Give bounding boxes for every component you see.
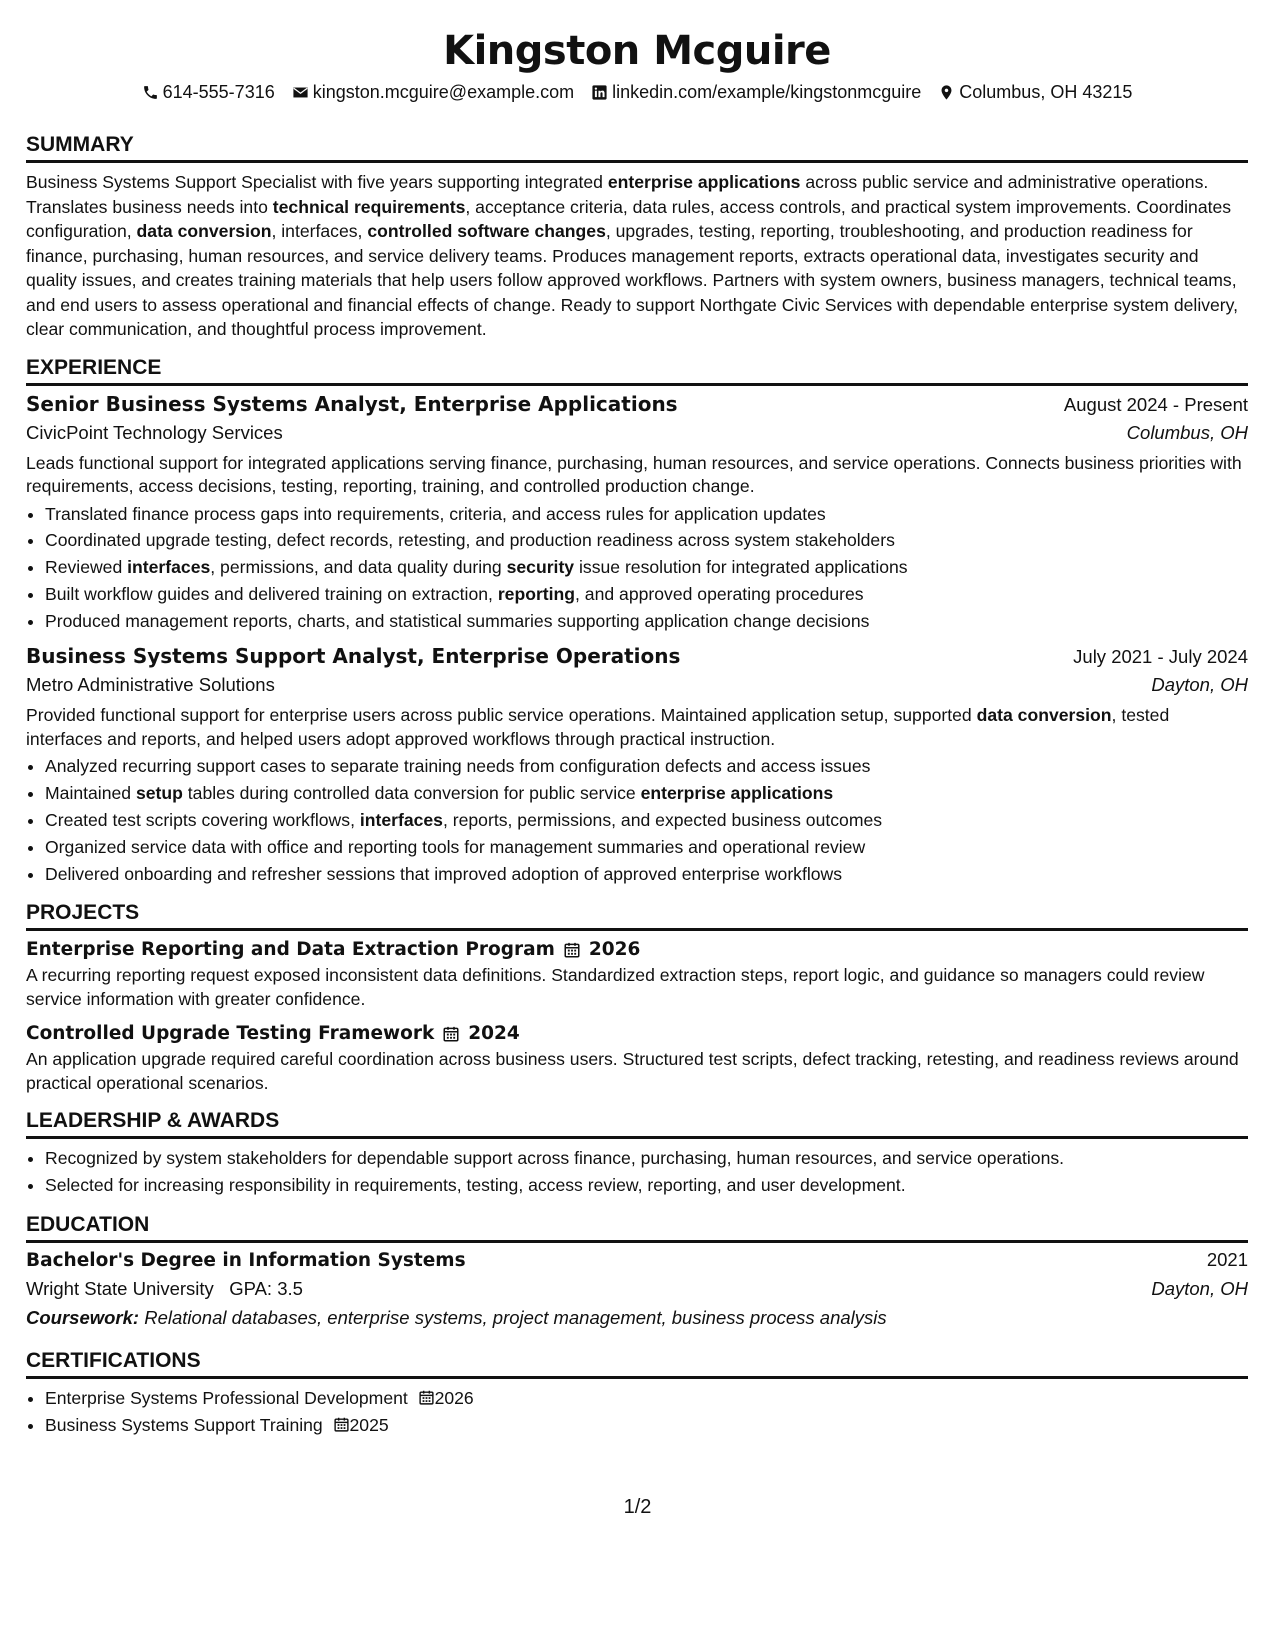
list-item: • Produced management reports, charts, and statistical summaries supporting application change decisions [45,608,1248,635]
list-item [45,1412,1248,1439]
job-dates: July 2021 - July 2024 [1073,646,1248,668]
job-location: Columbus, OH [1126,421,1248,443]
list-item: • Recognized by system stakeholders for dependable support across finance, purchasing, human resources, and service operations. [45,1145,1248,1172]
project-year: 2026 [588,939,641,961]
calendar-icon [442,1025,460,1043]
job-org-row [26,674,1248,696]
email-text[interactable]: kingston.mcguire@example.com [312,82,575,102]
school-name: Wright State University [26,1278,214,1300]
cert-year: 2026 [434,1388,474,1409]
project-description: An application upgrade required careful coordination across business users. Structured test scripts, defect tracking, retesting, and readiness reviews around practical operational scenarios. [26,1049,1239,1093]
section-title-summary: SUMMARY [26,113,1248,163]
project-header [26,939,1248,960]
contact-location [938,82,1132,103]
coursework [26,1307,1248,1329]
section-title-leadership: LEADERSHIP & AWARDS [26,1095,1248,1139]
job-company: Metro Administrative Solutions [26,674,275,696]
coursework-text: Relational databases, enterprise systems, project management, business process analysis [139,1307,887,1329]
section-title-projects: PROJECTS [26,887,1248,931]
phone-text: 614-555-7316 [162,82,275,102]
list-item: • Maintained setup tables during controlled data conversion for public service enterprise applications [45,780,1248,807]
summary-text: Business Systems Support Specialist with five years supporting integrated enterprise applications across public service and administrative operations. Translates business needs into technical requirements, acceptance criteria, data rules, access controls, and practical system improvements. Coordinates configuration, data conversion, interfaces, controlled software changes, upgrades, testing, reporting, troubleshooting, and production readiness for finance, purchasing, human resources, and service delivery teams. Produces management reports, extracts operational data, investigates security and quality issues, and creates training materials that help users follow approved workflows. Partners with system owners, business managers, technical teams, and end users to assess operational and financial effects of change. Ready to support Northgate Civic Services with dependable enterprise system delivery, clear communication, and thoughtful process improvement. [26,172,1239,339]
list-item: • Organized service data with office and reporting tools for management summaries and operational review [45,834,1248,861]
list-item: • Selected for increasing responsibility in requirements, testing, access review, reporting, and user development. [45,1172,1248,1199]
job-title: Senior Business Systems Analyst, Enterprise Applications [26,391,678,416]
list-item: • Reviewed interfaces, permissions, and data quality during security issue resolution for integrated applications [45,554,1248,581]
list-item [45,1385,1248,1412]
cert-year: 2025 [349,1414,389,1435]
project-entry [26,1023,1248,1095]
project-name: Controlled Upgrade Testing Framework [26,1023,435,1045]
list-item: • Delivered onboarding and refresher sessions that improved adoption of approved enterprise workflows [45,861,1248,888]
section-title-certifications: CERTIFICATIONS [26,1329,1248,1379]
leadership-section [26,1095,1248,1199]
calendar-icon [333,1416,350,1433]
job-bullets [26,501,1248,635]
page-number: 1/2 [623,1496,652,1518]
resume-page [26,0,1248,1439]
map-pin-icon [938,84,955,101]
job-location: Dayton, OH [1151,674,1248,696]
gpa: GPA: 3.5 [229,1278,303,1300]
list-item: • Translated finance process gaps into requirements, criteria, and access rules for application updates [45,501,1248,528]
job-entry [26,392,1248,635]
school-info [26,1278,303,1300]
certifications-section [26,1329,1248,1439]
job-header [26,392,1248,416]
summary-section [26,113,1248,342]
envelope-icon [292,84,309,101]
project-year: 2024 [468,1023,520,1045]
contact-email[interactable] [292,82,574,103]
education-header [26,1249,1248,1271]
cert-name: Enterprise Systems Professional Development [45,1388,408,1409]
job-dates: August 2024 - Present [1063,393,1248,415]
job-header [26,644,1248,668]
contact-row [26,82,1248,103]
job-description: Leads functional support for integrated applications serving finance, purchasing, human resources, and service operations. Connects business priorities with requirements, access decisions, testing, reporting, training, and controlled production change. [26,452,1242,496]
linkedin-icon [591,84,608,101]
project-entry [26,939,1248,1011]
job-description: Provided functional support for enterprise users across public service operations. Maintained application setup, supported data conversion, tested interfaces and reports, and helped users adopt approved workflows through practical instruction. [26,705,1170,749]
project-name: Enterprise Reporting and Data Extraction Program [26,939,555,961]
certifications-list [26,1385,1248,1439]
list-item: • Coordinated upgrade testing, defect records, retesting, and production readiness across system stakeholders [45,527,1248,554]
location-text: Columbus, OH 43215 [959,82,1133,102]
coursework-label: Coursework: [26,1307,140,1329]
list-item: • Analyzed recurring support cases to separate training needs from configuration defects and access issues [45,753,1248,780]
calendar-icon [418,1389,435,1406]
contact-phone [142,82,275,103]
project-description: A recurring reporting request exposed inconsistent data definitions. Standardized extraction steps, report logic, and guidance so managers could review service information with greater confidence. [26,965,1205,1009]
degree-name: Bachelor's Degree in Information Systems [26,1250,466,1272]
section-title-experience: EXPERIENCE [26,342,1248,386]
candidate-name: Kingston Mcguire [443,28,831,74]
education-section [26,1199,1248,1329]
education-year: 2021 [1206,1249,1248,1271]
list-item: • Created test scripts covering workflows, interfaces, reports, permissions, and expected business outcomes [45,807,1248,834]
job-org-row [26,422,1248,444]
leadership-list [26,1145,1248,1199]
calendar-icon [563,941,581,959]
education-location: Dayton, OH [1151,1278,1248,1300]
linkedin-text[interactable]: linkedin.com/example/kingstonmcguire [612,82,922,102]
job-entry [26,644,1248,887]
list-item: • Built workflow guides and delivered training on extraction, reporting, and approved operating procedures [45,581,1248,608]
project-header [26,1023,1248,1044]
education-school-row [26,1278,1248,1300]
job-bullets [26,753,1248,887]
job-company: CivicPoint Technology Services [26,421,283,443]
section-title-education: EDUCATION [26,1199,1248,1243]
projects-section [26,887,1248,1095]
cert-name: Business Systems Support Training [45,1414,323,1435]
phone-icon [142,84,159,101]
experience-section [26,342,1248,888]
contact-linkedin[interactable] [591,82,921,103]
job-title: Business Systems Support Analyst, Enterprise Operations [26,644,681,669]
